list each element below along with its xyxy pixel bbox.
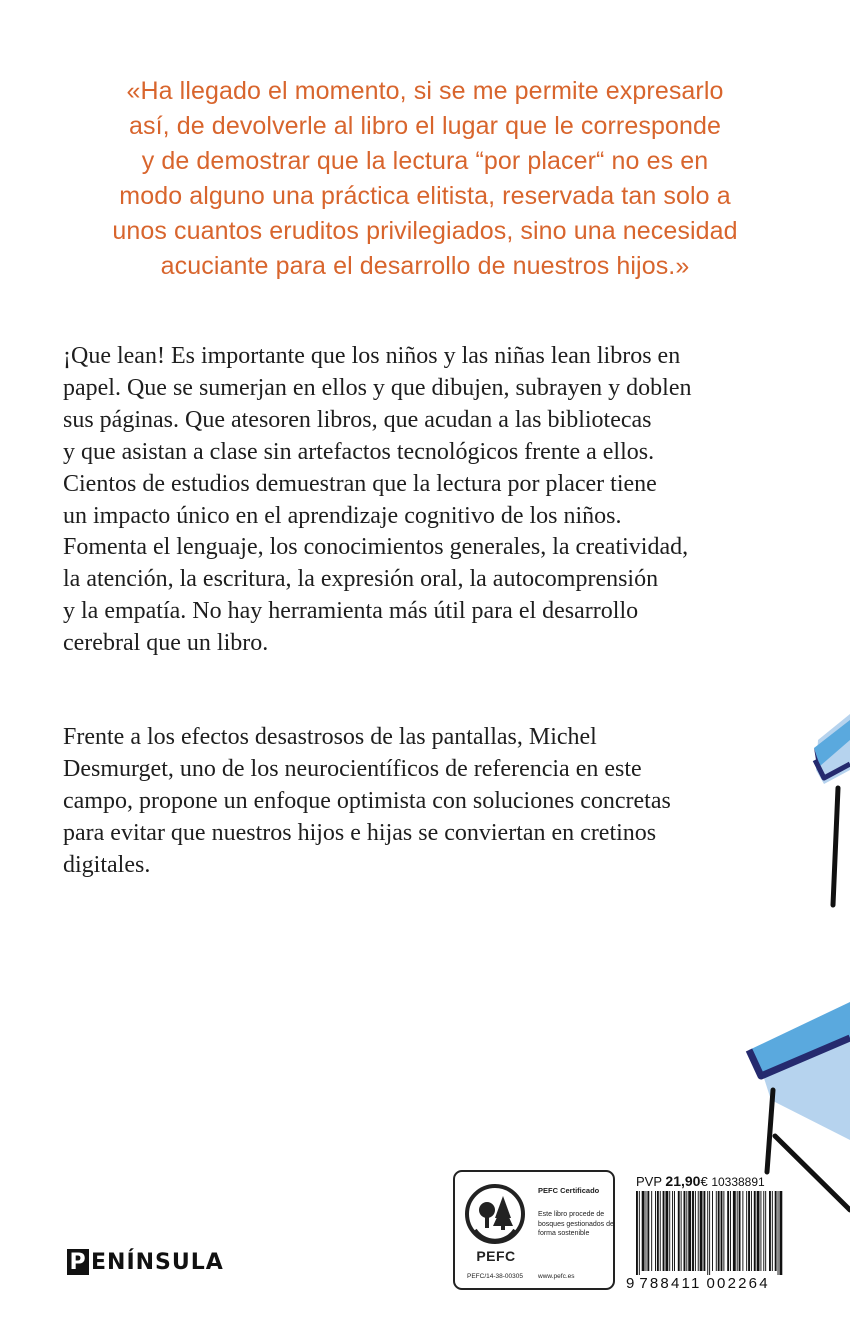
text-line: cerebral que un libro. [63, 630, 269, 657]
barcode-bar [754, 1191, 756, 1271]
barcode-bar [660, 1191, 661, 1271]
barcode-bar [703, 1191, 705, 1271]
text-line: Desmurget, uno de los neurocientíficos de referencia en este [63, 755, 642, 782]
price-line [636, 1173, 786, 1189]
barcode-bar [757, 1191, 760, 1271]
barcode-bar [748, 1191, 750, 1271]
barcode-bar [742, 1191, 743, 1271]
barcode [634, 1191, 784, 1275]
price-amount: 21,90 [665, 1173, 701, 1189]
quote-line: unos cuantos eruditos privilegiados, sino una necesidad [112, 217, 738, 245]
barcode-bar [639, 1191, 640, 1275]
barcode-bar [688, 1191, 691, 1271]
barcode-bar [779, 1191, 782, 1275]
barcode-bar [751, 1191, 752, 1271]
pull-quote [0, 74, 850, 284]
price-currency: € [700, 1174, 708, 1189]
text-line: y la empatía. No hay herramienta más útil para el desarrollo [63, 598, 639, 625]
barcode-bar [733, 1191, 736, 1271]
barcode-bar [707, 1191, 708, 1275]
text-line: digitales. [63, 851, 151, 878]
pefc-certification-box [453, 1170, 615, 1290]
quote-line: «Ha llegado el momento, si se me permite expresarlo [126, 77, 724, 105]
desk-illustration-upper [800, 700, 850, 910]
barcode-bar [718, 1191, 720, 1271]
quote-line: modo alguno una práctica elitista, reservada tan solo a [119, 182, 731, 210]
pefc-description: Este libro procede de bosques gestionados de forma sostenible [538, 1211, 614, 1237]
barcode-bar [636, 1191, 638, 1275]
pefc-url: www.pefc.es [538, 1273, 575, 1280]
barcode-bar [686, 1191, 687, 1271]
text-line: ¡Que lean! Es importante que los niños y las niñas lean libros en [63, 343, 681, 369]
barcode-bar [712, 1191, 713, 1271]
barcode-bar [775, 1191, 777, 1271]
barcode-bar [721, 1191, 723, 1271]
text-line: para evitar que nuestros hijos e hijas se conviertan en cretinos [63, 819, 657, 846]
publisher-name: ENÍNSULA [91, 1249, 224, 1275]
barcode-bar [700, 1191, 703, 1271]
barcode-lead-digit: 9 [626, 1275, 635, 1292]
barcode-bar [765, 1191, 766, 1271]
barcode-bar [665, 1191, 668, 1271]
barcode-bar [739, 1191, 741, 1271]
barcode-bar [760, 1191, 761, 1271]
barcode-group-2: 002264 [706, 1275, 770, 1292]
publisher-logo [67, 1248, 224, 1276]
barcode-bar [772, 1191, 773, 1271]
barcode-digits [626, 1275, 791, 1292]
price-label: PVP [636, 1174, 662, 1189]
quote-line: acuciante para el desarrollo de nuestros hijos.» [160, 252, 690, 280]
barcode-bar [672, 1191, 673, 1271]
barcode-bar [698, 1191, 699, 1271]
barcode-bar [709, 1191, 710, 1275]
barcode-bar [651, 1191, 652, 1271]
barcode-bar [695, 1191, 696, 1271]
text-line: sus páginas. Que atesoren libros, que acudan a las bibliotecas [63, 406, 652, 433]
barcode-bar [663, 1191, 665, 1271]
barcode-bar [655, 1191, 656, 1271]
barcode-bar [674, 1191, 675, 1271]
description-paragraph-1 [63, 341, 803, 660]
barcode-bar [730, 1191, 731, 1271]
barcode-bar [684, 1191, 686, 1271]
barcode-bar [716, 1191, 717, 1271]
barcode-bar [669, 1191, 670, 1271]
text-line: Frente a los efectos desastrosos de las pantallas, Michel [63, 724, 597, 750]
barcode-bar [737, 1191, 738, 1271]
barcode-bar [642, 1191, 645, 1271]
quote-line: así, de devolverle al libro el lugar que le corresponde [129, 112, 721, 140]
text-line: la atención, la escritura, la expresión oral, la autocomprensión [63, 566, 659, 593]
barcode-bar [681, 1191, 682, 1271]
text-line: Cientos de estudios demuestran que la lectura por placer tiene [63, 470, 657, 497]
description-paragraph-2 [63, 722, 803, 882]
pefc-code: PEFC/14-38-00305 [467, 1273, 524, 1280]
barcode-bar [746, 1191, 747, 1271]
pefc-tree-icon [465, 1184, 525, 1244]
text-line: papel. Que se sumerjan en ellos y que dibujen, subrayen y doblen [63, 374, 692, 401]
barcode-bar [692, 1191, 694, 1271]
text-line: y que asistan a clase sin artefactos tecnológicos frente a ellos. [63, 438, 655, 465]
barcode-bar [727, 1191, 729, 1271]
barcode-bar [657, 1191, 659, 1271]
text-line: Fomenta el lenguaje, los conocimientos generales, la creatividad, [63, 534, 689, 561]
barcode-bar [723, 1191, 724, 1271]
quote-line: y de demostrar que la lectura “por placer“ no es en [141, 147, 709, 175]
publisher-initial: P [69, 1249, 87, 1275]
barcode-bar [769, 1191, 771, 1271]
pefc-title: PEFC Certificado [538, 1186, 600, 1195]
barcode-bar [647, 1191, 649, 1271]
text-line: un impacto único en el aprendizaje cognitivo de los niños. [63, 502, 622, 529]
sku-number: 10338891 [711, 1175, 765, 1189]
pefc-logo-word: PEFC [476, 1248, 516, 1264]
barcode-bar [778, 1191, 779, 1275]
barcode-bar [646, 1191, 647, 1271]
barcode-group-1: 788411 [639, 1275, 702, 1292]
text-line: campo, propone un enfoque optimista con soluciones concretas [63, 787, 671, 814]
barcode-bar [678, 1191, 680, 1271]
barcode-bar [763, 1191, 764, 1271]
